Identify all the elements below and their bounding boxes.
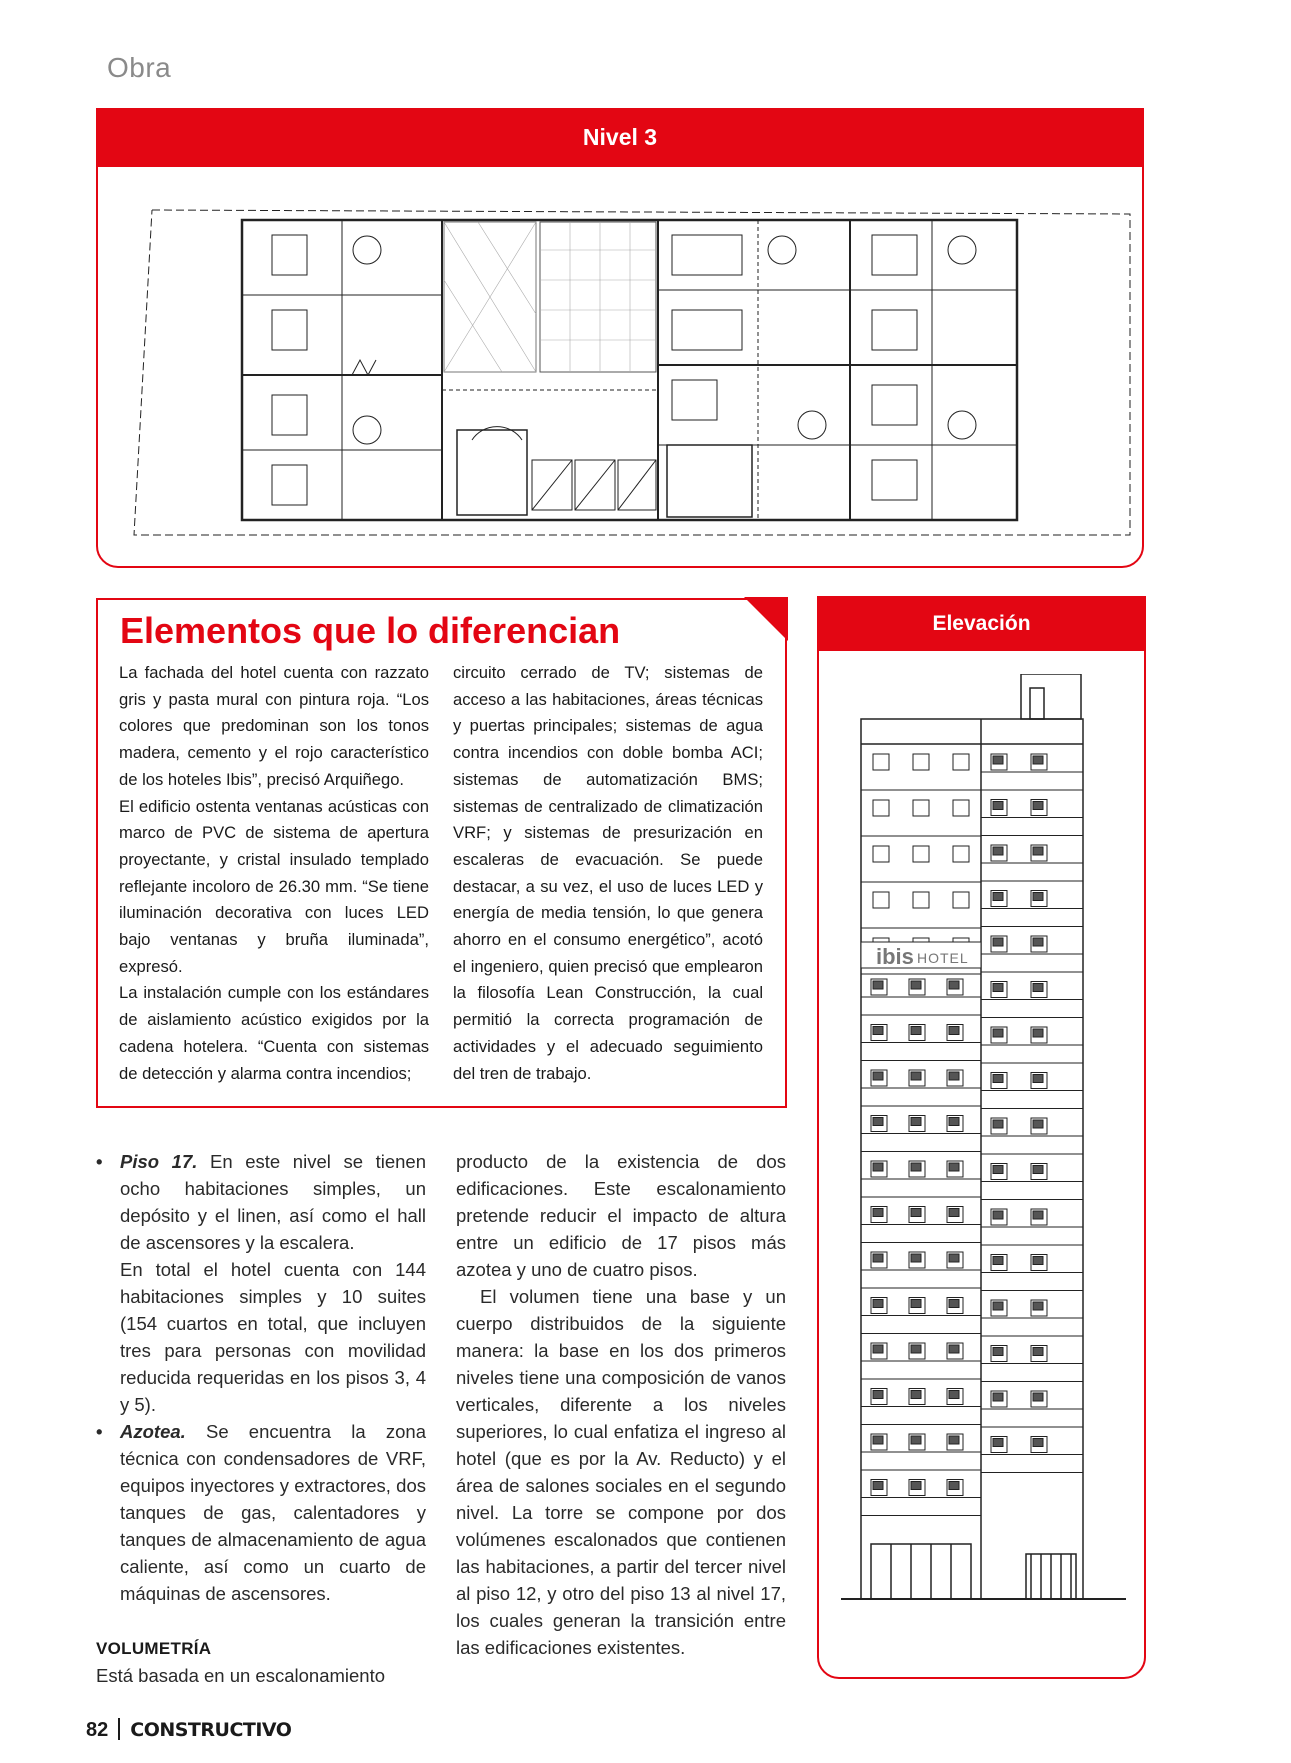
elevation-line: [911, 1482, 921, 1490]
elevation-line: [873, 754, 889, 770]
elevation-line: [993, 1211, 1003, 1219]
elevation-line: [949, 1345, 959, 1353]
elevation-drawing: [831, 674, 1136, 1664]
elevation-line: [949, 1254, 959, 1262]
elevation-line: [993, 756, 1003, 764]
elevation-line: [1033, 1120, 1043, 1128]
elevation-line: [949, 1391, 959, 1399]
elevation-line: [873, 1254, 883, 1262]
elevation-line: [949, 1300, 959, 1308]
bullet-body: Se encuentra la zona técnica con condensadores de VRF, equipos inyectores y extractores, dos tanques de gas, calentadores y tanques de almacenamiento de agua caliente, así como un cuarto de máquinas de ascensores.: [120, 1421, 426, 1604]
footer-separator: [118, 1718, 120, 1740]
bullet-label: Azotea.: [120, 1421, 186, 1442]
elevation-line: [953, 800, 969, 816]
bullet-text: [120, 1418, 426, 1607]
features-box: [96, 598, 787, 1108]
elevation-line: [993, 1393, 1003, 1401]
elevation-line: [913, 800, 929, 816]
elevation-line: [949, 1209, 959, 1217]
elevation-line: [949, 981, 959, 989]
body-paragraph: Está basada en un escalonamiento: [96, 1665, 386, 1686]
elevation-line: [1033, 1075, 1043, 1083]
sign-brand: ibis: [876, 944, 914, 969]
bullet-dot: •: [96, 1421, 103, 1442]
elevation-line: [993, 1120, 1003, 1128]
elevation-line: [873, 1436, 883, 1444]
elevation-line: [911, 1209, 921, 1217]
elevation-line: [1033, 1439, 1043, 1447]
bullet-label: Piso 17.: [120, 1151, 198, 1172]
elevation-line: [913, 892, 929, 908]
elevation-line: [873, 892, 889, 908]
elevation-line: [873, 1345, 883, 1353]
page-footer: [86, 1718, 291, 1742]
page-number: 82: [86, 1719, 109, 1741]
body-column-right: [456, 1148, 786, 1661]
elevation-title: Elevación: [817, 596, 1146, 651]
elevation-line: [873, 846, 889, 862]
bullet-continuation: En total el hotel cuenta con 144 habitaciones simples y 10 suites (154 cuartos en total, que incluyen tres para personas con movilidad reducida requeridas en los pisos 3, 4 y 5).: [120, 1259, 426, 1415]
magazine-name: CONSTRUCTIVO: [130, 1719, 292, 1741]
elevation-line: [1033, 756, 1043, 764]
elevation-line: [1033, 984, 1043, 992]
elevation-line: [953, 846, 969, 862]
elevation-line: [1033, 1166, 1043, 1174]
floor-plan-drawing: [112, 190, 1132, 550]
elevation-line: [993, 1302, 1003, 1310]
elevation-line: [873, 1300, 883, 1308]
elevation-line: [1033, 847, 1043, 855]
body-paragraph: El volumen tiene una base y un cuerpo distribuidos de la siguiente manera: la base en los dos primeros niveles tiene una composición de vanos verticales, diferente a los niveles superiores, lo cual enfatiza el ingreso al hotel (que es por la Av. Reducto) y el área de salones sociales en el segundo nivel. La torre se compone por dos volúmenes escalonados que contienen las habitaciones, a partir del tercer nivel al piso 12, y otro del piso 13 al nivel 17, los cuales generan la transición entre las edificaciones existentes.: [456, 1286, 786, 1658]
elevation-line: [1033, 802, 1043, 810]
bullet-item: [96, 1418, 426, 1607]
subheading: VOLUMETRÍA: [96, 1639, 212, 1658]
elevation-line: [993, 1257, 1003, 1265]
elevation-line: [993, 984, 1003, 992]
body-column-left: [96, 1148, 426, 1689]
elevation-line: [953, 892, 969, 908]
section-label: Obra: [107, 52, 172, 83]
elevation-line: [1033, 893, 1043, 901]
elevation-line: [993, 1166, 1003, 1174]
elevation-line: [873, 1118, 883, 1126]
elevation-line: [949, 1118, 959, 1126]
elevation-line: [1033, 1302, 1043, 1310]
elevation-line: [949, 1436, 959, 1444]
body-paragraph: producto de la existencia de dos edificaciones. Este escalonamiento pretende reducir el impacto de altura entre un edificio de 17 pisos más azotea y uno de cuatro pisos.: [456, 1151, 786, 1280]
elevation-line: [993, 1348, 1003, 1356]
floor-plan-panel: [96, 108, 1144, 568]
elevation-line: [993, 1439, 1003, 1447]
elevation-line: [913, 846, 929, 862]
features-box-corner: [744, 597, 788, 641]
bullet-dot: •: [96, 1151, 103, 1172]
elevation-line: [873, 1163, 883, 1171]
elevation-line: [911, 1163, 921, 1171]
features-title: Elementos que lo diferencian: [120, 610, 621, 651]
elevation-line: [993, 893, 1003, 901]
elevation-line: [911, 1072, 921, 1080]
elevation-line: [949, 1027, 959, 1035]
elevation-line: [1033, 1257, 1043, 1265]
features-column-left: [119, 660, 429, 1087]
bullet-body: En este nivel se tienen ocho habitaciones simples, un depósito y el linen, así como el hall de ascensores y la escalera.: [120, 1151, 426, 1253]
elevation-line: [949, 1163, 959, 1171]
elevation-line: [949, 1482, 959, 1490]
elevation-line: [911, 1345, 921, 1353]
elevation-line: [1033, 1211, 1043, 1219]
elevation-line: [993, 1075, 1003, 1083]
elevation-line: [911, 1254, 921, 1262]
features-paragraph: La fachada del hotel cuenta con razzato gris y pasta mural con pintura roja. “Los colores que predominan son los tonos madera, cemento y el rojo característico de los hoteles Ibis”, precisó Arquiñego.: [119, 663, 429, 789]
elevation-line: [873, 1482, 883, 1490]
elevation-line: [949, 1072, 959, 1080]
elevation-line: [913, 754, 929, 770]
features-paragraph: El edificio ostenta ventanas acústicas con marco de PVC de sistema de apertura proyectante, y cristal insulado templado reflejante incoloro de 26.30 mm. “Se tiene iluminación decorativa con luces LED bajo ventanas y bruña iluminada”, expresó.: [119, 796, 429, 976]
elevation-line: [911, 1436, 921, 1444]
elevation-line: [873, 1209, 883, 1217]
bullet-text: [120, 1148, 426, 1256]
elevation-line: [911, 1027, 921, 1035]
sign-word: HOTEL: [917, 950, 969, 966]
floor-plan-title: Nivel 3: [96, 108, 1144, 167]
elevation-line: [911, 1391, 921, 1399]
elevation-line: [911, 1118, 921, 1126]
elevation-line: [1033, 1393, 1043, 1401]
elevation-line: [993, 847, 1003, 855]
elevation-panel: [817, 596, 1146, 1679]
elevation-line: [873, 800, 889, 816]
features-paragraph: circuito cerrado de TV; sistemas de acceso a las habitaciones, áreas técnicas y puertas principales; sistemas de agua contra incendios con doble bomba ACI; sistemas de automatización BMS; sistemas de centralizado de climatización VRF; y sistemas de presurización en escaleras de evacuación. Se puede destacar, a su vez, el uso de luces LED y energía de media tensión, lo que genera ahorro en el consumo energético”, acotó el ingeniero, quien precisó que emplearon la filosofía Lean Construcción, la cual permitió la correcta programación de actividades y el adecuado seguimiento del tren de trabajo.: [453, 663, 763, 1083]
elevation-line: [993, 1029, 1003, 1037]
features-paragraph: La instalación cumple con los estándares de aislamiento acústico exigidos por la cadena hotelera. “Cuenta con sistemas de detección y alarma contra incendios;: [119, 983, 429, 1083]
elevation-line: [873, 1027, 883, 1035]
elevation-line: [993, 802, 1003, 810]
elevation-line: [1033, 1348, 1043, 1356]
elevation-line: [1033, 938, 1043, 946]
elevation-line: [911, 1300, 921, 1308]
elevation-line: [873, 1391, 883, 1399]
elevation-line: [1033, 1029, 1043, 1037]
elevation-line: [953, 754, 969, 770]
elevation-line: [873, 981, 883, 989]
elevation-line: [911, 981, 921, 989]
elevation-line: [873, 1072, 883, 1080]
bullet-item: [96, 1148, 426, 1256]
features-column-right: [453, 660, 763, 1087]
elevation-line: [993, 938, 1003, 946]
